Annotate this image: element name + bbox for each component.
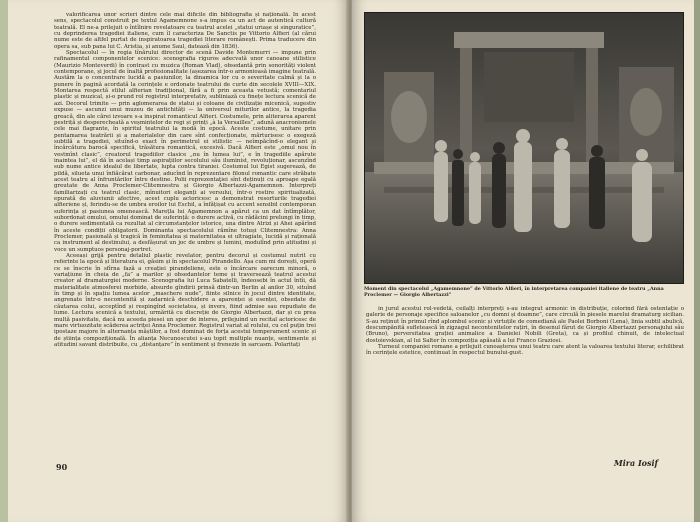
paragraph: Spectacolul — în regia tînărului director de scenă Davide Montemurri — impune prin rafinamentul componentelor scenice: scenografia riguros adecvată unor canoane stilistice (Maurizio Monteverdi) în contrast cu muzica (Roman Vlad), obsedantă prin sonorități violent contemporane, și jocul de înaltă profesionalitate (așezarea într-o armonioasă imagine teatrală. Austăm la o concentrare lucidă a pasiunilor, la dinamica lor cu o severitate calmă și la o punere în pagină acordată la cerințele e ordonate teatrului de curte din secolele XVIII—XIX. Montarea respectă stilul alfierian tradițional, fără a fi prin aceasta vetustă; comentariul plastic și muzical, și-o prund rol registrul interpretativ, subliniază cu finețe lectura scenică de azi. Decorul trimite — prin aglomerarea de statui și coloane de civilizație micenică, sugestiv expuse — ascunzi unui muzeu de antichități — la universul miturilor antice, la tragedia greacă, din ale cărei izvoare s-a inspirat romanticul Alfieri. Costumele, prin aliterarea aparent pestriță și desperecheată a veșmintelor de regi și prinți „à la Versailles”, adună anacronismele cele mai flagrante, în spiritul teatrului la modă în epocă. Aceste costume, unitare prin pentamarea teatrării și a materialelor din care sînt confecționate, mărturisesc o exegeză subtilă a tragediei, situînd-o exact în perimetrul ei stilistic — neîmpăcînd-o elegant și încărcătura barocă specifică, trăsătura romantică, excesivă. Dacă Alfieri este „omul nou în vestmînt clasic”, creatorul tragediilor clasice „nu în lumea lui”, e în tragediile apărute inaintea lui”, el dă în același timp aspirațiilor secolului său iluminist, revoluționar, ascunzînd sub nume antice idealul de libertate, lupta contra tiraniei. Costumul lui Egist sugerează, de pildă, silueta unui înfiăcărat carbonar, aducînd în reprezentare filonul romantic care străbate acest teatru al înfruntărilor între destine. Polii reprezentaţiei sînt deținuți cu aproape egală greutate de Anna Proclemer-Clitemnestra și Giorgio Albertazzi-Agamemnon. Interpreți familiarizați cu teatrul clasic, mînuitori eleganți ai versului, într-o rostire spiritualizată, epurată de aluviunii afective, acest cuplu actoricesc a demonstrat resorturile tragediei alfieriene și, ferindu-se de umbra eroilor lui Eschil, a înfățișat cu accent sensibil contemporan suferința și pasiunea omenească. Marețla lui Agamemnon a apărut ca un dat întîmplător, subordonat omului, omului dominat de suferință: o durere activă, cu rădăcini prelungi în timp, o durere sedimentată ca rezultat al circumstanțelor istorice, una dintre Atrizi și Ahei apărînd în aceste condiții obligatorii. Dominanta spectacolului rămîne totuși Clitemnestra: Anna Proclemer, pasională și tragică în feminitatea și maternitatea ei ultragiate, lucidă și rațională ca instrument al destinului, a desfășurat un joc de umbre și lumini, modulînd prin atitudini și voce un sumptuos personaj-portret. <box>54 50 316 253</box>
left-edge <box>0 0 8 522</box>
paragraph: în jurul acestui rol-vedetă, ceilalți interpreți s-au integrat armonic în distribuție, colorînd fără ostentație o galerie de personaje specifice saloanelor „cu domni și doamne”, care circulă în piesele marelui dramaturg sicilian. S-au reținut în primul rînd aplombul scenic și virtuțile de comediană ale Paolei Borboni (Lena), linia subtil abulică, descumpănită sufletească în zigzagul necontenitelor rațiri, în desenul fărut de Giorgio Albertazzi personajului său (Bruno), perversitatea grației animalice a Danielei Nobili (Greta), ca și profilul chinuit, de intelectual dostoievskian, al lui Salter în compoziția apăsată a lui Franco Graziosi. <box>366 306 684 344</box>
photo-caption: Moment din spectacolul „Agamemnone” de Vittorio Alfieri, în interpretarea companiei italiene de teatru „Anna Proclemer — Giorgio Albertazzi” <box>364 286 664 298</box>
right-page <box>352 0 694 522</box>
paragraph: Aceeași grijă pentru detaliul plastic revelator, pentru decorul și costumul nutrit cu referinte la epocă și literatura ei, găsim și în spectacolul Pirandello. Așa cum mi dorești, operă ce se înscrie în sfîrna fază a creației pirandeliene, este o încărcare oarecum minoră, o variațiune în cheia de „fa” a marilor și obsedantelor teme și traversează teatrul acestui creator al dramaturgiei moderne. Scenografia lui Luca Sabatelli, îndeosebi în actul întîi, dă materialitate atmosferei morbide, absurde gîndirii prinsă dintr-un Berlin al anilor 30, situînd în timp și în spațiu lumea acelor „maschere nude”, fiinte silnice în jocul dintre identitate, angrenate într-o necontenită și zadarnică deschidere a aparenței și esenței, obsedate de căutarea colui, acceptînd și respingînd societatea, și invers, fiind admise sau repudiate de lume. Lectura scenică a textului, urmărită cu discreție de Giorgio Albertazzi, dar și cu prea multă pasivitate, dacă nu aceeda piesei un spor de interes, prilejuind un recital actoricesc de mare virtuozitate scăderea actriței Anna Proclemer. Registrul variat al rolului, cu cel puțin trei ipostaze majore în alternanța măștilor, a fost dominat de forța acestui temperament scenic și de știința compozițională. În alianța Necunoscutei s-au topit multiple nuanțe, sentimente și atitudini savant distribuite, cu „distanțare” în sentiment și frenezie în sarcasm. Polaritați <box>54 253 316 348</box>
left-text-column <box>54 12 316 458</box>
author-signature: Mira Iosif <box>613 458 658 468</box>
paragraph: valorificarea unor scrieri dintre cele mai dificile din bibliografia și națională. În acest sens, spectacolul construit pe textul Agamemnone s-a impus ca un act de autentică cultură teatrală. El ne-a prilejuit o întîlnire revelatoare cu teatrul acelei „statui uriașe și singuratice”, cu deprinderea tragediei italiene, cum îl caracteriza De Sanctis pe Vittorio Alfieri (al cărui nume este de altfel purtat de inspiratoarea tragediei literare românești. Prima traducere din opera sa, sub pana lui C. Aristia, și anume Saul, datează din 1836). <box>54 12 316 50</box>
stage-photo <box>364 12 684 284</box>
right-text-column <box>366 306 684 456</box>
paragraph: Turneul companiei romane a prilejuit cunoașterea unui teatru care atent la valoarea textului literar, echilibrat în cerințele estetice, continuat în respectul bunului-gust. <box>366 344 684 357</box>
right-edge <box>694 0 700 522</box>
stage-photo-image <box>364 12 684 284</box>
page-number: 90 <box>56 462 68 472</box>
left-page <box>8 0 348 522</box>
